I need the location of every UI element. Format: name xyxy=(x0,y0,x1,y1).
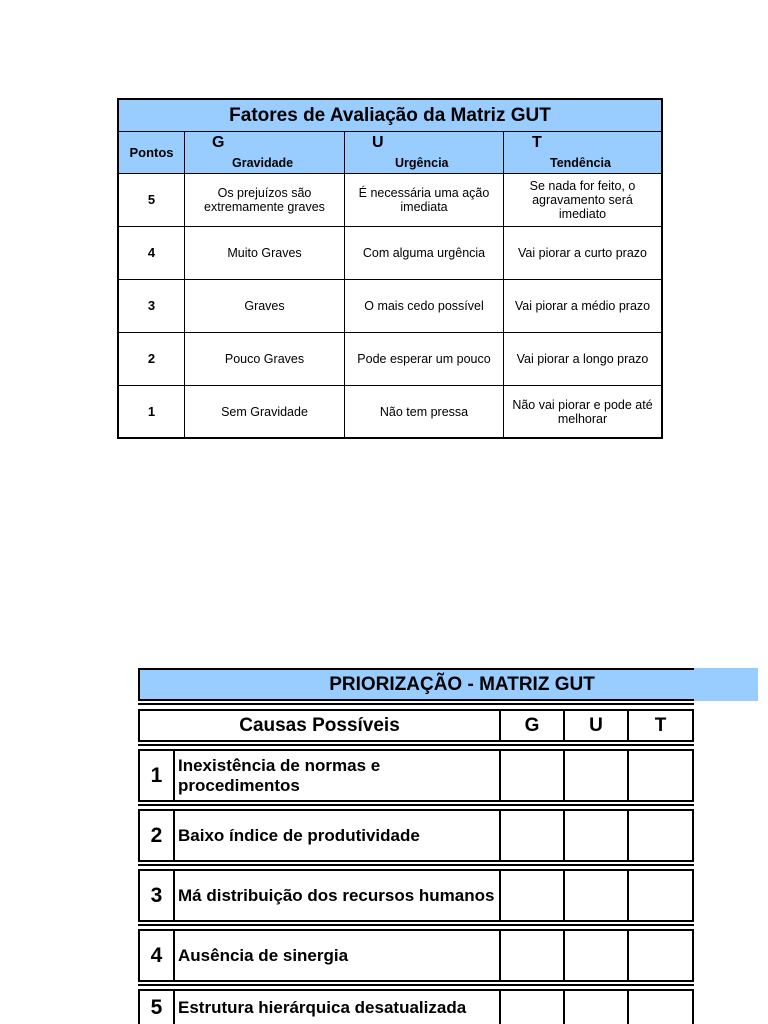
row-tendency: Vai piorar a curto prazo xyxy=(504,227,661,280)
score-g-cell[interactable] xyxy=(501,811,565,860)
row-points: 3 xyxy=(119,280,185,333)
score-g-cell[interactable] xyxy=(501,991,565,1024)
cause-text: Má distribuição dos recursos humanos xyxy=(175,871,501,920)
table-row xyxy=(138,929,694,982)
table-row xyxy=(138,749,694,802)
row-gravity: Muito Graves xyxy=(185,227,345,280)
table-row xyxy=(138,989,694,1024)
cause-text: Inexistência de normas e procedimentos xyxy=(175,751,501,800)
score-g-cell[interactable] xyxy=(501,871,565,920)
cause-number: 5 xyxy=(140,991,175,1024)
row-gravity: Graves xyxy=(185,280,345,333)
table-row xyxy=(138,869,694,922)
row-gravity: Os prejuízos são extremamente graves xyxy=(185,174,345,227)
header-causes: Causas Possíveis xyxy=(140,711,501,740)
row-urgency: Pode esperar um pouco xyxy=(345,333,504,386)
priority-title-text: PRIORIZAÇÃO - MATRIZ GUT xyxy=(329,673,595,695)
row-urgency: Com alguma urgência xyxy=(345,227,504,280)
header-g: G xyxy=(501,711,565,740)
row-points: 5 xyxy=(119,174,185,227)
divider xyxy=(138,984,694,986)
header-t: T xyxy=(654,714,667,736)
row-points: 2 xyxy=(119,333,185,386)
row-urgency: Não tem pressa xyxy=(345,386,504,437)
divider xyxy=(138,744,694,746)
header-gravity xyxy=(185,132,345,174)
header-u: U xyxy=(565,711,629,740)
row-tendency: Vai piorar a médio prazo xyxy=(504,280,661,333)
score-t-cell[interactable] xyxy=(629,931,692,980)
row-points: 4 xyxy=(119,227,185,280)
score-t-cell[interactable] xyxy=(629,751,692,800)
cause-number: 3 xyxy=(140,871,175,920)
score-g-cell[interactable] xyxy=(501,931,565,980)
header-tendency-name: Tendência xyxy=(550,156,611,170)
cause-number: 2 xyxy=(140,811,175,860)
gut-factors-table xyxy=(117,98,663,439)
score-u-cell[interactable] xyxy=(565,991,629,1024)
row-points: 1 xyxy=(119,386,185,437)
priority-table-title xyxy=(138,668,694,701)
header-urgency-name: Urgência xyxy=(395,156,449,170)
header-urgency xyxy=(345,132,504,174)
row-tendency: Se nada for feito, o agravamento será imediato xyxy=(504,174,661,227)
header-points: Pontos xyxy=(119,132,185,174)
cause-number: 1 xyxy=(140,751,175,800)
row-urgency: É necessária uma ação imediata xyxy=(345,174,504,227)
score-g-cell[interactable] xyxy=(501,751,565,800)
row-tendency: Não vai piorar e pode até melhorar xyxy=(512,397,653,426)
score-u-cell[interactable] xyxy=(565,931,629,980)
row-tendency: Vai piorar a longo prazo xyxy=(504,333,661,386)
cause-number: 4 xyxy=(140,931,175,980)
cause-text: Estrutura hierárquica desatualizada xyxy=(175,991,501,1024)
row-gravity: Pouco Graves xyxy=(185,333,345,386)
cause-text: Baixo índice de produtividade xyxy=(175,811,501,860)
priority-table-header xyxy=(138,709,694,742)
row-urgency: O mais cedo possível xyxy=(345,280,504,333)
score-t-cell[interactable] xyxy=(629,811,692,860)
score-u-cell[interactable] xyxy=(565,871,629,920)
header-urgency-letter: U xyxy=(372,134,384,151)
header-tendency-letter: T xyxy=(532,134,542,151)
header-tendency xyxy=(504,132,661,174)
table-row xyxy=(138,809,694,862)
score-u-cell[interactable] xyxy=(565,811,629,860)
header-gravity-letter: G xyxy=(212,134,225,151)
divider xyxy=(138,703,694,705)
divider xyxy=(138,804,694,806)
cause-text: Ausência de sinergia xyxy=(175,931,501,980)
row-gravity: Sem Gravidade xyxy=(185,386,345,437)
divider xyxy=(138,924,694,926)
factors-table-title: Fatores de Avaliação da Matriz GUT xyxy=(119,100,661,132)
score-t-cell[interactable] xyxy=(629,991,692,1024)
score-u-cell[interactable] xyxy=(565,751,629,800)
divider xyxy=(138,864,694,866)
header-gravity-name: Gravidade xyxy=(232,156,294,170)
score-t-cell[interactable] xyxy=(629,871,692,920)
